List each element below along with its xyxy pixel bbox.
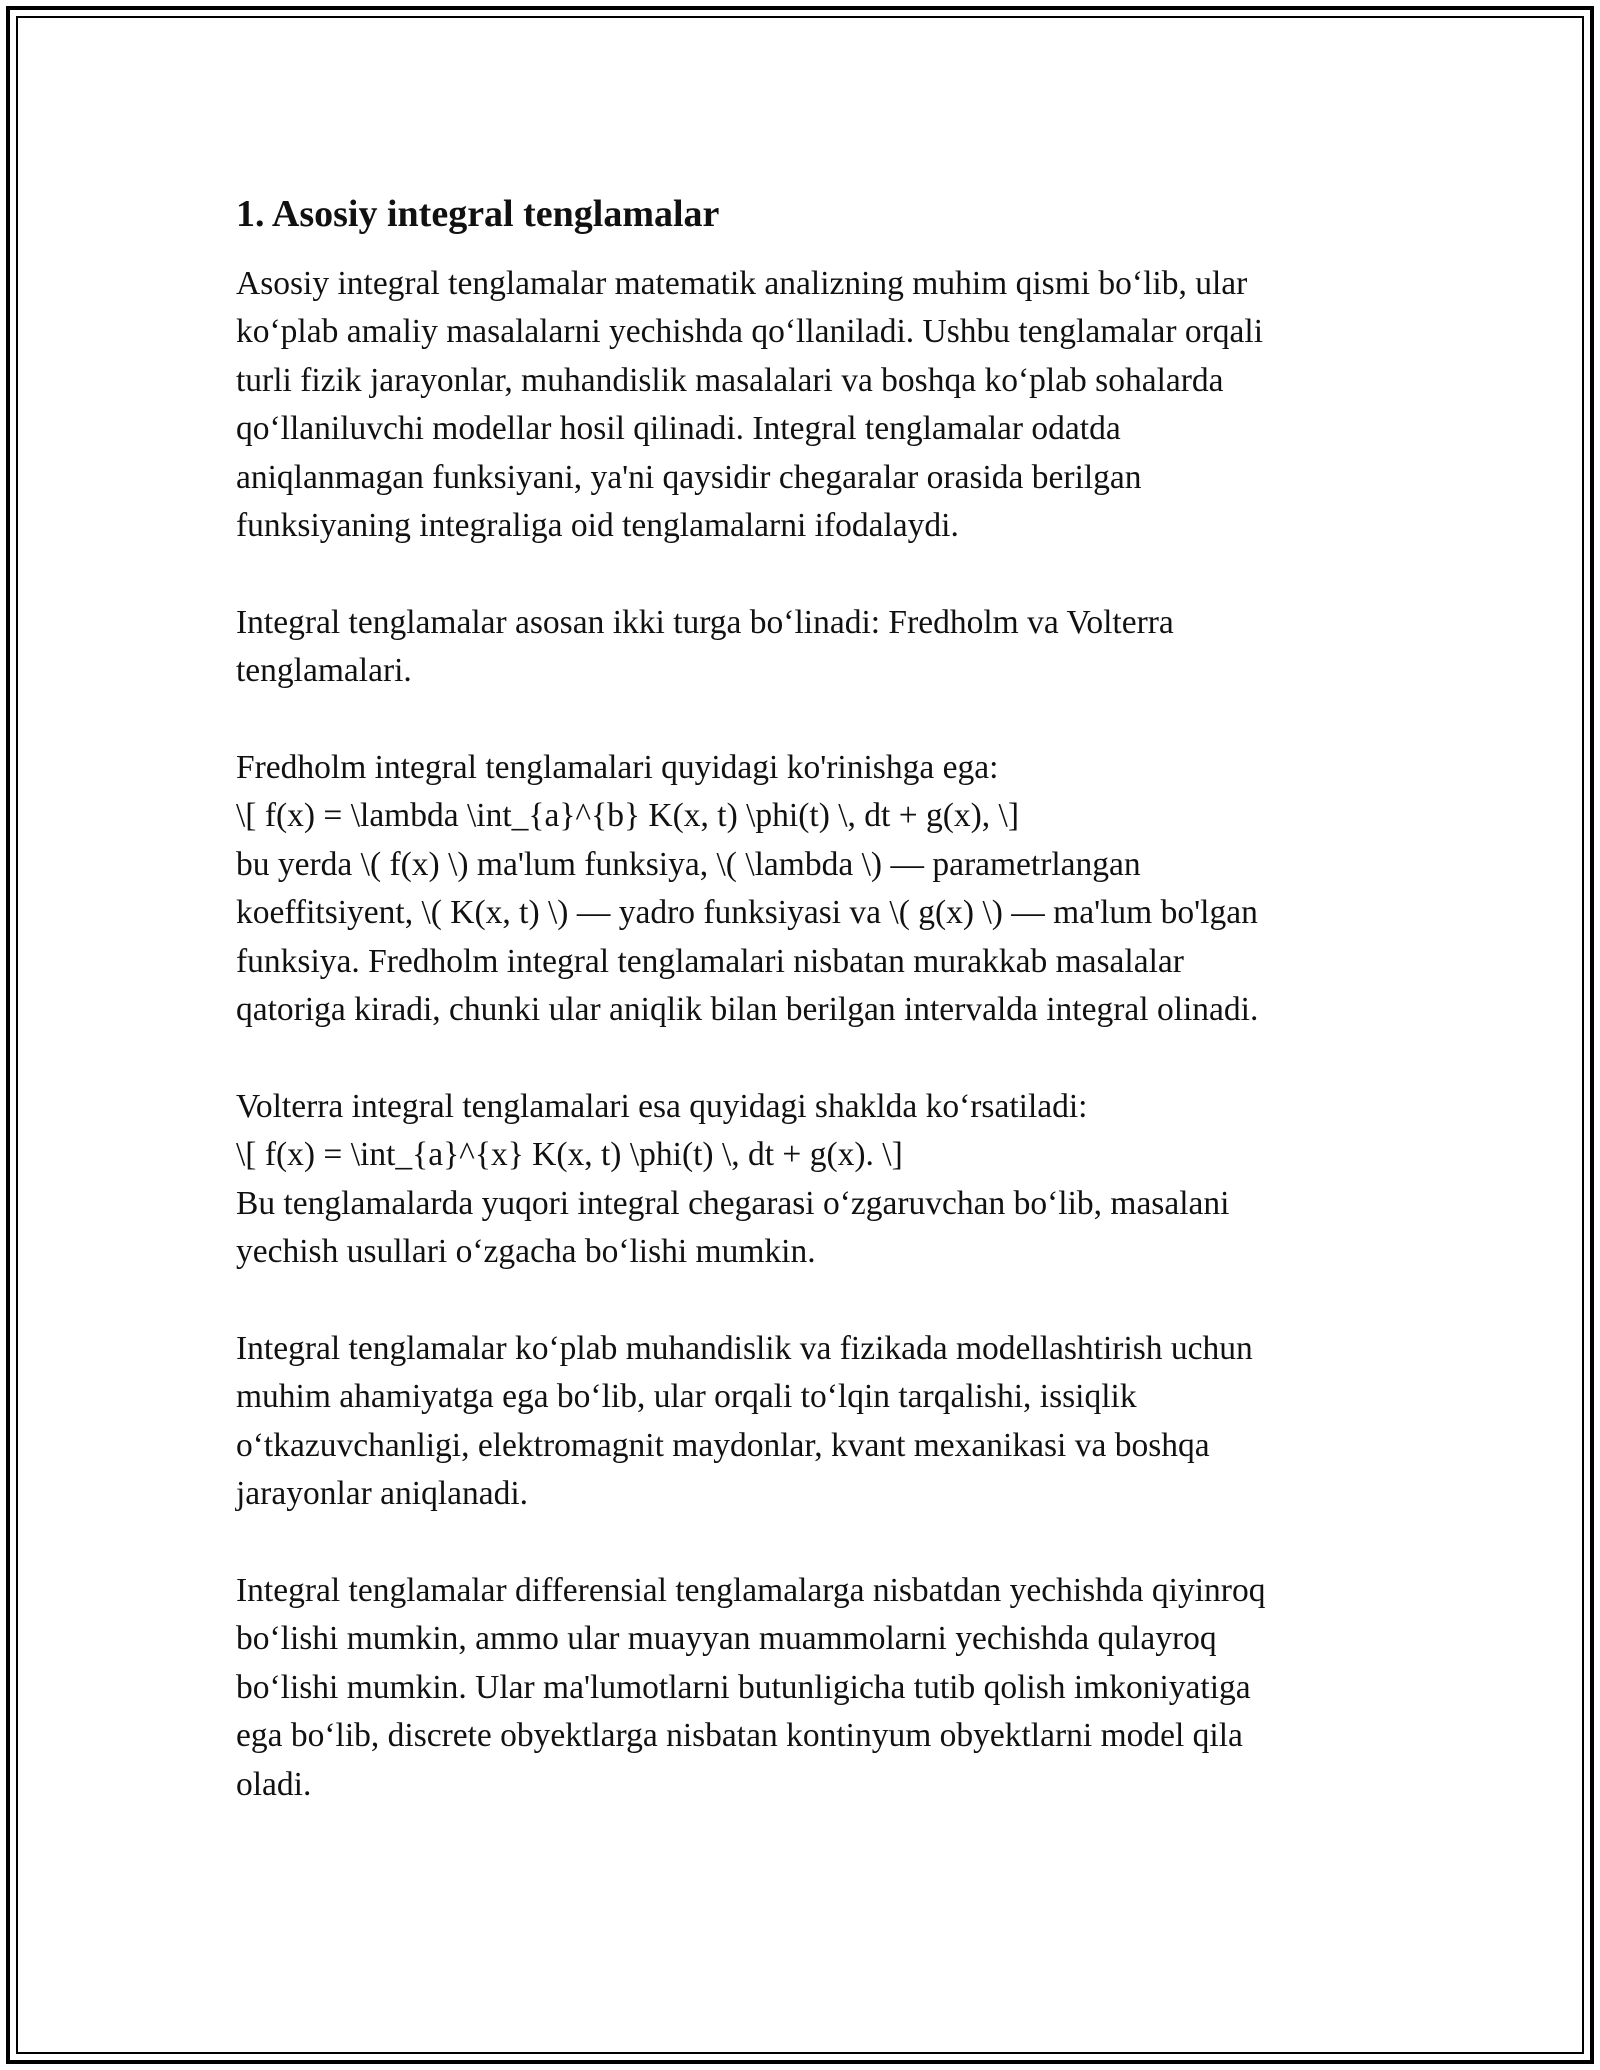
document-body — [236, 188, 1376, 1857]
text-line: oladi. — [236, 1765, 312, 1803]
paragraph-5 — [236, 1325, 1376, 1519]
text-line: Integral tenglamalar asosan ikki turga bo‘linadi: Fredholm va Volterra — [236, 603, 1174, 641]
text-line: funksiya. Fredholm integral tenglamalari nisbatan murakkab masalalar — [236, 942, 1184, 980]
paragraph-1 — [236, 260, 1376, 550]
paragraph-6 — [236, 1567, 1376, 1809]
text-line: Asosiy integral tenglamalar matematik analizning muhim qismi bo‘lib, ular — [236, 265, 1248, 302]
paragraph-3 — [236, 744, 1376, 1034]
text-line: muhim ahamiyatga ega bo‘lib, ular orqali to‘lqin tarqalishi, issiqlik — [236, 1378, 1137, 1416]
text-line: turli fizik jarayonlar, muhandislik masalalari va boshqa ko‘plab sohalarda — [236, 361, 1224, 399]
text-line: Integral tenglamalar differensial tenglamalarga nisbatdan yechishda qiyinroq — [236, 1571, 1266, 1609]
text-line: jarayonlar aniqlanadi. — [236, 1475, 529, 1513]
paragraph-list — [236, 260, 1376, 1809]
text-line: bu yerda \( f(x) \) ma'lum funksiya, \( \lambda \) — parametrlangan — [236, 845, 1141, 883]
text-line: Fredholm integral tenglamalari quyidagi ko'rinishga ega: — [236, 749, 999, 787]
text-line: ega bo‘lib, discrete obyektlarga nisbatan kontinyum obyektlarni model qila — [236, 1717, 1243, 1755]
text-line: ko‘plab amaliy masalalarni yechishda qo‘llaniladi. Ushbu tenglamalar orqali — [236, 313, 1264, 351]
text-line: qo‘llaniluvchi modellar hosil qilinadi. Integral tenglamalar odatda — [236, 410, 1121, 448]
text-line: funksiyaning integraliga oid tenglamalarni ifodalaydi. — [236, 507, 959, 545]
text-line: yechish usullari o‘zgacha bo‘lishi mumkin. — [236, 1233, 816, 1271]
text-line: Integral tenglamalar ko‘plab muhandislik va fizikada modellashtirish uchun — [236, 1329, 1253, 1367]
text-line: bo‘lishi mumkin, ammo ular muayyan muammolarni yechishda qulayroq — [236, 1620, 1217, 1658]
text-line: qatoriga kiradi, chunki ular aniqlik bilan berilgan intervalda integral olinadi. — [236, 991, 1259, 1029]
paragraph-4 — [236, 1083, 1376, 1277]
paragraph-2 — [236, 599, 1376, 696]
text-line: \[ f(x) = \int_{a}^{x} K(x, t) \phi(t) \, dt + g(x). \] — [236, 1136, 903, 1174]
text-line: o‘tkazuvchanligi, elektromagnit maydonlar, kvant mexanikasi va boshqa — [236, 1426, 1210, 1464]
section-heading: 1. Asosiy integral tenglamalar — [236, 193, 720, 235]
text-line: \[ f(x) = \lambda \int_{a}^{b} K(x, t) \phi(t) \, dt + g(x), \] — [236, 797, 1020, 835]
text-line: Bu tenglamalarda yuqori integral chegarasi o‘zgaruvchan bo‘lib, masalani — [236, 1184, 1230, 1222]
text-line: koeffitsiyent, \( K(x, t) \) — yadro funksiyasi va \( g(x) \) — ma'lum bo'lgan — [236, 894, 1258, 932]
text-line: tenglamalari. — [236, 652, 412, 690]
text-line: aniqlanmagan funksiyani, ya'ni qaysidir chegaralar orasida berilgan — [236, 458, 1142, 496]
text-line: Volterra integral tenglamalari esa quyidagi shaklda ko‘rsatiladi: — [236, 1087, 1088, 1125]
text-line: bo‘lishi mumkin. Ular ma'lumotlarni butunligicha tutib qolish imkoniyatiga — [236, 1668, 1251, 1706]
